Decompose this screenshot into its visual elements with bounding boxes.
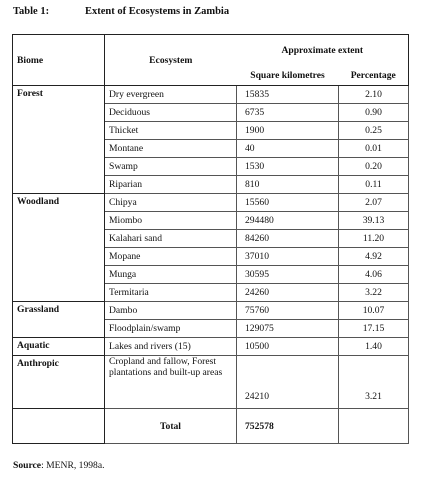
- pct-cell: 4.06: [339, 266, 409, 284]
- table-row: [13, 338, 409, 356]
- ecosystem-cell: Cropland and fallow, Forest plantations and built-up areas: [105, 356, 237, 409]
- biome-cell: Aquatic: [13, 338, 105, 356]
- ecosystem-cell: Floodplain/swamp: [105, 320, 237, 338]
- total-row: [13, 409, 409, 444]
- ecosystem-cell: Swamp: [105, 158, 237, 176]
- pct-cell: 17.15: [339, 320, 409, 338]
- ecosystem-cell: Chipya: [105, 194, 237, 212]
- pct-cell: 0.01: [339, 140, 409, 158]
- sqkm-cell: 1530: [237, 158, 339, 176]
- header-pct: Percentage: [339, 65, 409, 86]
- pct-cell: 0.90: [339, 104, 409, 122]
- pct-cell: 2.10: [339, 86, 409, 104]
- sqkm-cell: 37010: [237, 248, 339, 266]
- total-label: Total: [105, 409, 237, 444]
- sqkm-cell: 810: [237, 176, 339, 194]
- table-row: [13, 356, 409, 409]
- ecosystem-cell: Montane: [105, 140, 237, 158]
- biome-cell: Forest: [13, 86, 105, 194]
- table-body: [13, 86, 409, 444]
- pct-cell: 0.11: [339, 176, 409, 194]
- sqkm-cell: 24210: [237, 356, 339, 409]
- sqkm-cell: 294480: [237, 212, 339, 230]
- sqkm-cell: 15835: [237, 86, 339, 104]
- total-pct-empty: [339, 409, 409, 444]
- sqkm-cell: 15560: [237, 194, 339, 212]
- table-number: Table 1:: [13, 6, 50, 17]
- sqkm-cell: 75760: [237, 302, 339, 320]
- pct-cell: 11.20: [339, 230, 409, 248]
- table-row: [13, 86, 409, 104]
- pct-cell: 0.20: [339, 158, 409, 176]
- ecosystem-cell: Miombo: [105, 212, 237, 230]
- pct-cell: 2.07: [339, 194, 409, 212]
- pct-cell: 39.13: [339, 212, 409, 230]
- biome-cell: Anthropic: [13, 356, 105, 409]
- header-biome: Biome: [13, 35, 105, 86]
- biome-cell: Woodland: [13, 194, 105, 302]
- sqkm-cell: 40: [237, 140, 339, 158]
- total-sqkm: 752578: [237, 409, 339, 444]
- pct-cell: 3.21: [339, 356, 409, 409]
- ecosystem-cell: Riparian: [105, 176, 237, 194]
- ecosystem-cell: Deciduous: [105, 104, 237, 122]
- biome-cell: Grassland: [13, 302, 105, 338]
- pct-cell: 0.25: [339, 122, 409, 140]
- header-extent: Approximate extent: [281, 44, 364, 56]
- sqkm-cell: 30595: [237, 266, 339, 284]
- ecosystem-cell: Termitaria: [105, 284, 237, 302]
- ecosystem-cell: Dry evergreen: [105, 86, 237, 104]
- ecosystem-cell: Thicket: [105, 122, 237, 140]
- pct-cell: 4.92: [339, 248, 409, 266]
- pct-cell: 1.40: [339, 338, 409, 356]
- source-note: [13, 460, 105, 471]
- total-empty-cell: [13, 409, 105, 444]
- ecosystem-cell: Dambo: [105, 302, 237, 320]
- pct-cell: 10.07: [339, 302, 409, 320]
- sqkm-cell: 84260: [237, 230, 339, 248]
- sqkm-cell: 6735: [237, 104, 339, 122]
- table-title: Extent of Ecosystems in Zambia: [85, 6, 230, 17]
- ecosystems-table: [12, 34, 409, 444]
- table-caption: [13, 6, 229, 17]
- ecosystem-cell: Lakes and rivers (15): [105, 338, 237, 356]
- header-ecosystem: Ecosystem: [105, 35, 237, 86]
- ecosystem-cell: Munga: [105, 266, 237, 284]
- table-row: [13, 194, 409, 212]
- sqkm-cell: 10500: [237, 338, 339, 356]
- ecosystem-cell: Mopane: [105, 248, 237, 266]
- header-sqkm: Square kilometres: [237, 65, 339, 86]
- sqkm-cell: 24260: [237, 284, 339, 302]
- sqkm-cell: 1900: [237, 122, 339, 140]
- ecosystem-cell: Kalahari sand: [105, 230, 237, 248]
- sqkm-cell: 129075: [237, 320, 339, 338]
- pct-cell: 3.22: [339, 284, 409, 302]
- source-text: : MENR, 1998a.: [41, 460, 105, 471]
- table-row: [13, 302, 409, 320]
- source-label: Source: [13, 460, 42, 471]
